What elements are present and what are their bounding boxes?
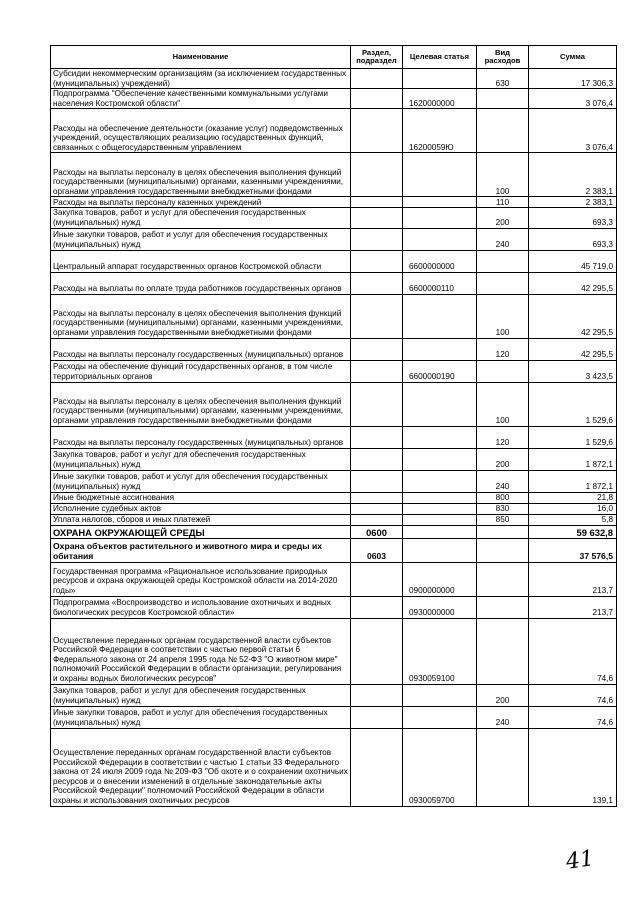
table-row: [51, 208, 617, 228]
table-row: [51, 503, 617, 514]
row-name: Закупка товаров, работ и услуг для обеспечения государственных (муниципальных) нужд: [51, 448, 351, 470]
table-row: [51, 272, 617, 294]
header-article: Целевая статья: [403, 46, 477, 69]
row-sum: 213,7: [529, 596, 617, 618]
row-section: [351, 153, 403, 197]
table-body: [51, 69, 617, 807]
row-name: Исполнение судебных актов: [51, 503, 351, 514]
row-name: Иные бюджетные ассигнования: [51, 492, 351, 503]
header-sum: Сумма: [529, 46, 617, 69]
row-article: [403, 69, 477, 89]
row-sum: 5,8: [529, 514, 617, 525]
row-sum: 2 383,1: [529, 197, 617, 208]
row-name: Уплата налогов, сборов и иных платежей: [51, 514, 351, 525]
row-section: [351, 684, 403, 706]
page-number: 41: [564, 846, 596, 875]
row-sum: 693,3: [529, 208, 617, 228]
row-section: [351, 492, 403, 503]
row-section: [351, 426, 403, 448]
row-expense: [477, 250, 529, 272]
row-article: 0930059100: [403, 618, 477, 684]
table-row: [51, 228, 617, 250]
row-expense: 200: [477, 208, 529, 228]
table-row: [51, 525, 617, 538]
row-article: [403, 492, 477, 503]
table-row: [51, 382, 617, 426]
row-section: [351, 360, 403, 382]
row-name: ОХРАНА ОКРУЖАЮЩЕЙ СРЕДЫ: [51, 525, 351, 538]
row-expense: 630: [477, 69, 529, 89]
row-article: [403, 426, 477, 448]
table-row: [51, 562, 617, 596]
table-row: [51, 426, 617, 448]
row-expense: 830: [477, 503, 529, 514]
row-article: 6600000190: [403, 360, 477, 382]
table-row: [51, 448, 617, 470]
row-name: Расходы на выплаты персоналу казенных учреждений: [51, 197, 351, 208]
row-article: [403, 153, 477, 197]
row-sum: 1 872,1: [529, 470, 617, 492]
row-expense: 200: [477, 448, 529, 470]
row-section: [351, 728, 403, 806]
row-sum: 45 719,0: [529, 250, 617, 272]
row-sum: 21,8: [529, 492, 617, 503]
row-expense: [477, 562, 529, 596]
table-row: [51, 250, 617, 272]
row-name: Расходы на выплаты персоналу государственных (муниципальных) органов: [51, 426, 351, 448]
row-sum: 42 295,5: [529, 272, 617, 294]
table-row: [51, 470, 617, 492]
row-sum: 3 076,4: [529, 89, 617, 109]
row-expense: 120: [477, 426, 529, 448]
row-sum: 139,1: [529, 728, 617, 806]
row-name: Осуществление переданных органам государственной власти субъектов Российской Федерации в соответствии с частью 1 статьи 33 Федерального закона от 24 июля 2009 года № 209-ФЗ "Об охоте и о сохранении охотничьих ресурсов и о внесении изменений в отдельные законодательные акты Российской Федерации" полномочий Российской Федерации в области охраны и использования охотничьих ресурсов: [51, 728, 351, 806]
row-article: [403, 684, 477, 706]
row-article: [403, 514, 477, 525]
row-article: [403, 448, 477, 470]
row-name: Расходы на выплаты персоналу в целях обеспечения выполнения функций государственными (муниципальными) органами, казенными учреждениями, органами управления государственными внебюджетными фондами: [51, 382, 351, 426]
row-expense: 200: [477, 684, 529, 706]
table-row: [51, 89, 617, 109]
table-row: [51, 618, 617, 684]
row-article: [403, 197, 477, 208]
header-expense: Вид расходов: [477, 46, 529, 69]
row-sum: 37 576,5: [529, 538, 617, 562]
row-article: 1620000000: [403, 89, 477, 109]
row-section: [351, 197, 403, 208]
row-sum: 42 295,5: [529, 294, 617, 338]
budget-table: [50, 45, 617, 807]
row-article: 6600000110: [403, 272, 477, 294]
row-expense: [477, 272, 529, 294]
row-name: Иные закупки товаров, работ и услуг для обеспечения государственных (муниципальных) нужд: [51, 228, 351, 250]
row-section: [351, 69, 403, 89]
row-expense: [477, 109, 529, 153]
table-row: [51, 514, 617, 525]
row-article: 0900000000: [403, 562, 477, 596]
row-name: Расходы на выплаты персоналу в целях обеспечения выполнения функций государственными (муниципальными) органами, казенными учреждениями, органами управления государственными внебюджетными фондами: [51, 294, 351, 338]
row-name: Расходы на обеспечение деятельности (оказание услуг) подведомственных учреждений, осуществляющих реализацию государственных функций, связанных с общегосударственным управлением: [51, 109, 351, 153]
row-sum: 42 295,5: [529, 338, 617, 360]
table-row: [51, 338, 617, 360]
row-expense: [477, 525, 529, 538]
row-name: Подпрограмма «Воспроизводство и использование охотничьих и водных биологических ресурсов Костромской области»: [51, 596, 351, 618]
header-name: Наименование: [51, 46, 351, 69]
row-section: [351, 228, 403, 250]
row-expense: [477, 538, 529, 562]
row-name: Закупка товаров, работ и услуг для обеспечения государственных (муниципальных) нужд: [51, 684, 351, 706]
row-sum: 1 529,6: [529, 426, 617, 448]
row-article: 0930000000: [403, 596, 477, 618]
row-article: [403, 228, 477, 250]
table-row: [51, 69, 617, 89]
row-section: 0600: [351, 525, 403, 538]
row-sum: 213,7: [529, 562, 617, 596]
row-section: [351, 562, 403, 596]
row-expense: 110: [477, 197, 529, 208]
row-sum: 3 076,4: [529, 109, 617, 153]
row-sum: 1 872,1: [529, 448, 617, 470]
table-header: [51, 46, 617, 69]
row-section: [351, 503, 403, 514]
table-row: [51, 360, 617, 382]
row-section: [351, 208, 403, 228]
row-sum: 17 306,3: [529, 69, 617, 89]
row-name: Расходы на обеспечение функций государственных органов, в том числе территориальных органов: [51, 360, 351, 382]
row-article: [403, 208, 477, 228]
row-sum: 59 632,8: [529, 525, 617, 538]
table-row: [51, 153, 617, 197]
row-expense: [477, 89, 529, 109]
row-section: [351, 272, 403, 294]
row-section: [351, 706, 403, 728]
row-expense: [477, 360, 529, 382]
row-section: [351, 470, 403, 492]
row-section: [351, 596, 403, 618]
row-name: Государственная программа «Рациональное использование природных ресурсов и охрана окружающей среды Костромской области на 2014-2020 годы»: [51, 562, 351, 596]
table-row: [51, 596, 617, 618]
row-section: [351, 294, 403, 338]
row-section: 0603: [351, 538, 403, 562]
row-section: [351, 448, 403, 470]
row-sum: 16,0: [529, 503, 617, 514]
row-name: Иные закупки товаров, работ и услуг для обеспечения государственных (муниципальных) нужд: [51, 706, 351, 728]
row-expense: 800: [477, 492, 529, 503]
row-expense: [477, 728, 529, 806]
row-article: [403, 470, 477, 492]
row-section: [351, 514, 403, 525]
row-expense: [477, 618, 529, 684]
row-section: [351, 338, 403, 360]
row-section: [351, 382, 403, 426]
row-section: [351, 250, 403, 272]
row-article: 16200059Ю: [403, 109, 477, 153]
row-article: 0930059700: [403, 728, 477, 806]
row-name: Иные закупки товаров, работ и услуг для обеспечения государственных (муниципальных) нужд: [51, 470, 351, 492]
row-expense: 240: [477, 706, 529, 728]
row-article: [403, 338, 477, 360]
row-article: [403, 706, 477, 728]
row-expense: 100: [477, 153, 529, 197]
row-article: [403, 382, 477, 426]
row-article: [403, 503, 477, 514]
row-name: Расходы на выплаты персоналу в целях обеспечения выполнения функций государственными (муниципальными) органами, казенными учреждениями, органами управления государственными внебюджетными фондами: [51, 153, 351, 197]
table-row: [51, 197, 617, 208]
row-name: Расходы на выплаты персоналу государственных (муниципальных) органов: [51, 338, 351, 360]
row-article: [403, 525, 477, 538]
row-sum: 3 423,5: [529, 360, 617, 382]
row-expense: 240: [477, 228, 529, 250]
row-expense: 240: [477, 470, 529, 492]
row-article: 6600000000: [403, 250, 477, 272]
row-expense: [477, 596, 529, 618]
header-section: Раздел, подраздел: [351, 46, 403, 69]
table-row: [51, 492, 617, 503]
row-sum: 74,6: [529, 684, 617, 706]
table-row: [51, 109, 617, 153]
table-row: [51, 538, 617, 562]
row-article: [403, 294, 477, 338]
table-row: [51, 706, 617, 728]
table-row: [51, 728, 617, 806]
row-name: Субсидии некоммерческим организациям (за исключением государственных (муниципальных) учреждений): [51, 69, 351, 89]
row-expense: 100: [477, 382, 529, 426]
table-row: [51, 684, 617, 706]
row-expense: 120: [477, 338, 529, 360]
row-expense: 100: [477, 294, 529, 338]
row-sum: 693,3: [529, 228, 617, 250]
row-sum: 1 529,6: [529, 382, 617, 426]
row-name: Центральный аппарат государственных органов Костромской области: [51, 250, 351, 272]
row-name: Подпрограмма "Обеспечение качественными коммунальными услугами населения Костромской области": [51, 89, 351, 109]
table-row: [51, 294, 617, 338]
row-sum: 2 383,1: [529, 153, 617, 197]
row-sum: 74,6: [529, 618, 617, 684]
row-expense: 850: [477, 514, 529, 525]
row-name: Осуществление переданных органам государственной власти субъектов Российской Федерации в соответствии с частью первой статьи 6 Федерального закона от 24 апреля 1995 года № 52-ФЗ "О животном мире" полномочий Российской Федерации в области организации, регулирования и охраны водных биологических ресурсов": [51, 618, 351, 684]
row-section: [351, 109, 403, 153]
row-article: [403, 538, 477, 562]
row-name: Закупка товаров, работ и услуг для обеспечения государственных (муниципальных) нужд: [51, 208, 351, 228]
row-section: [351, 89, 403, 109]
row-sum: 74,6: [529, 706, 617, 728]
row-section: [351, 618, 403, 684]
row-name: Охрана объектов растительного и животного мира и среды их обитания: [51, 538, 351, 562]
row-name: Расходы на выплаты по оплате труда работников государственных органов: [51, 272, 351, 294]
